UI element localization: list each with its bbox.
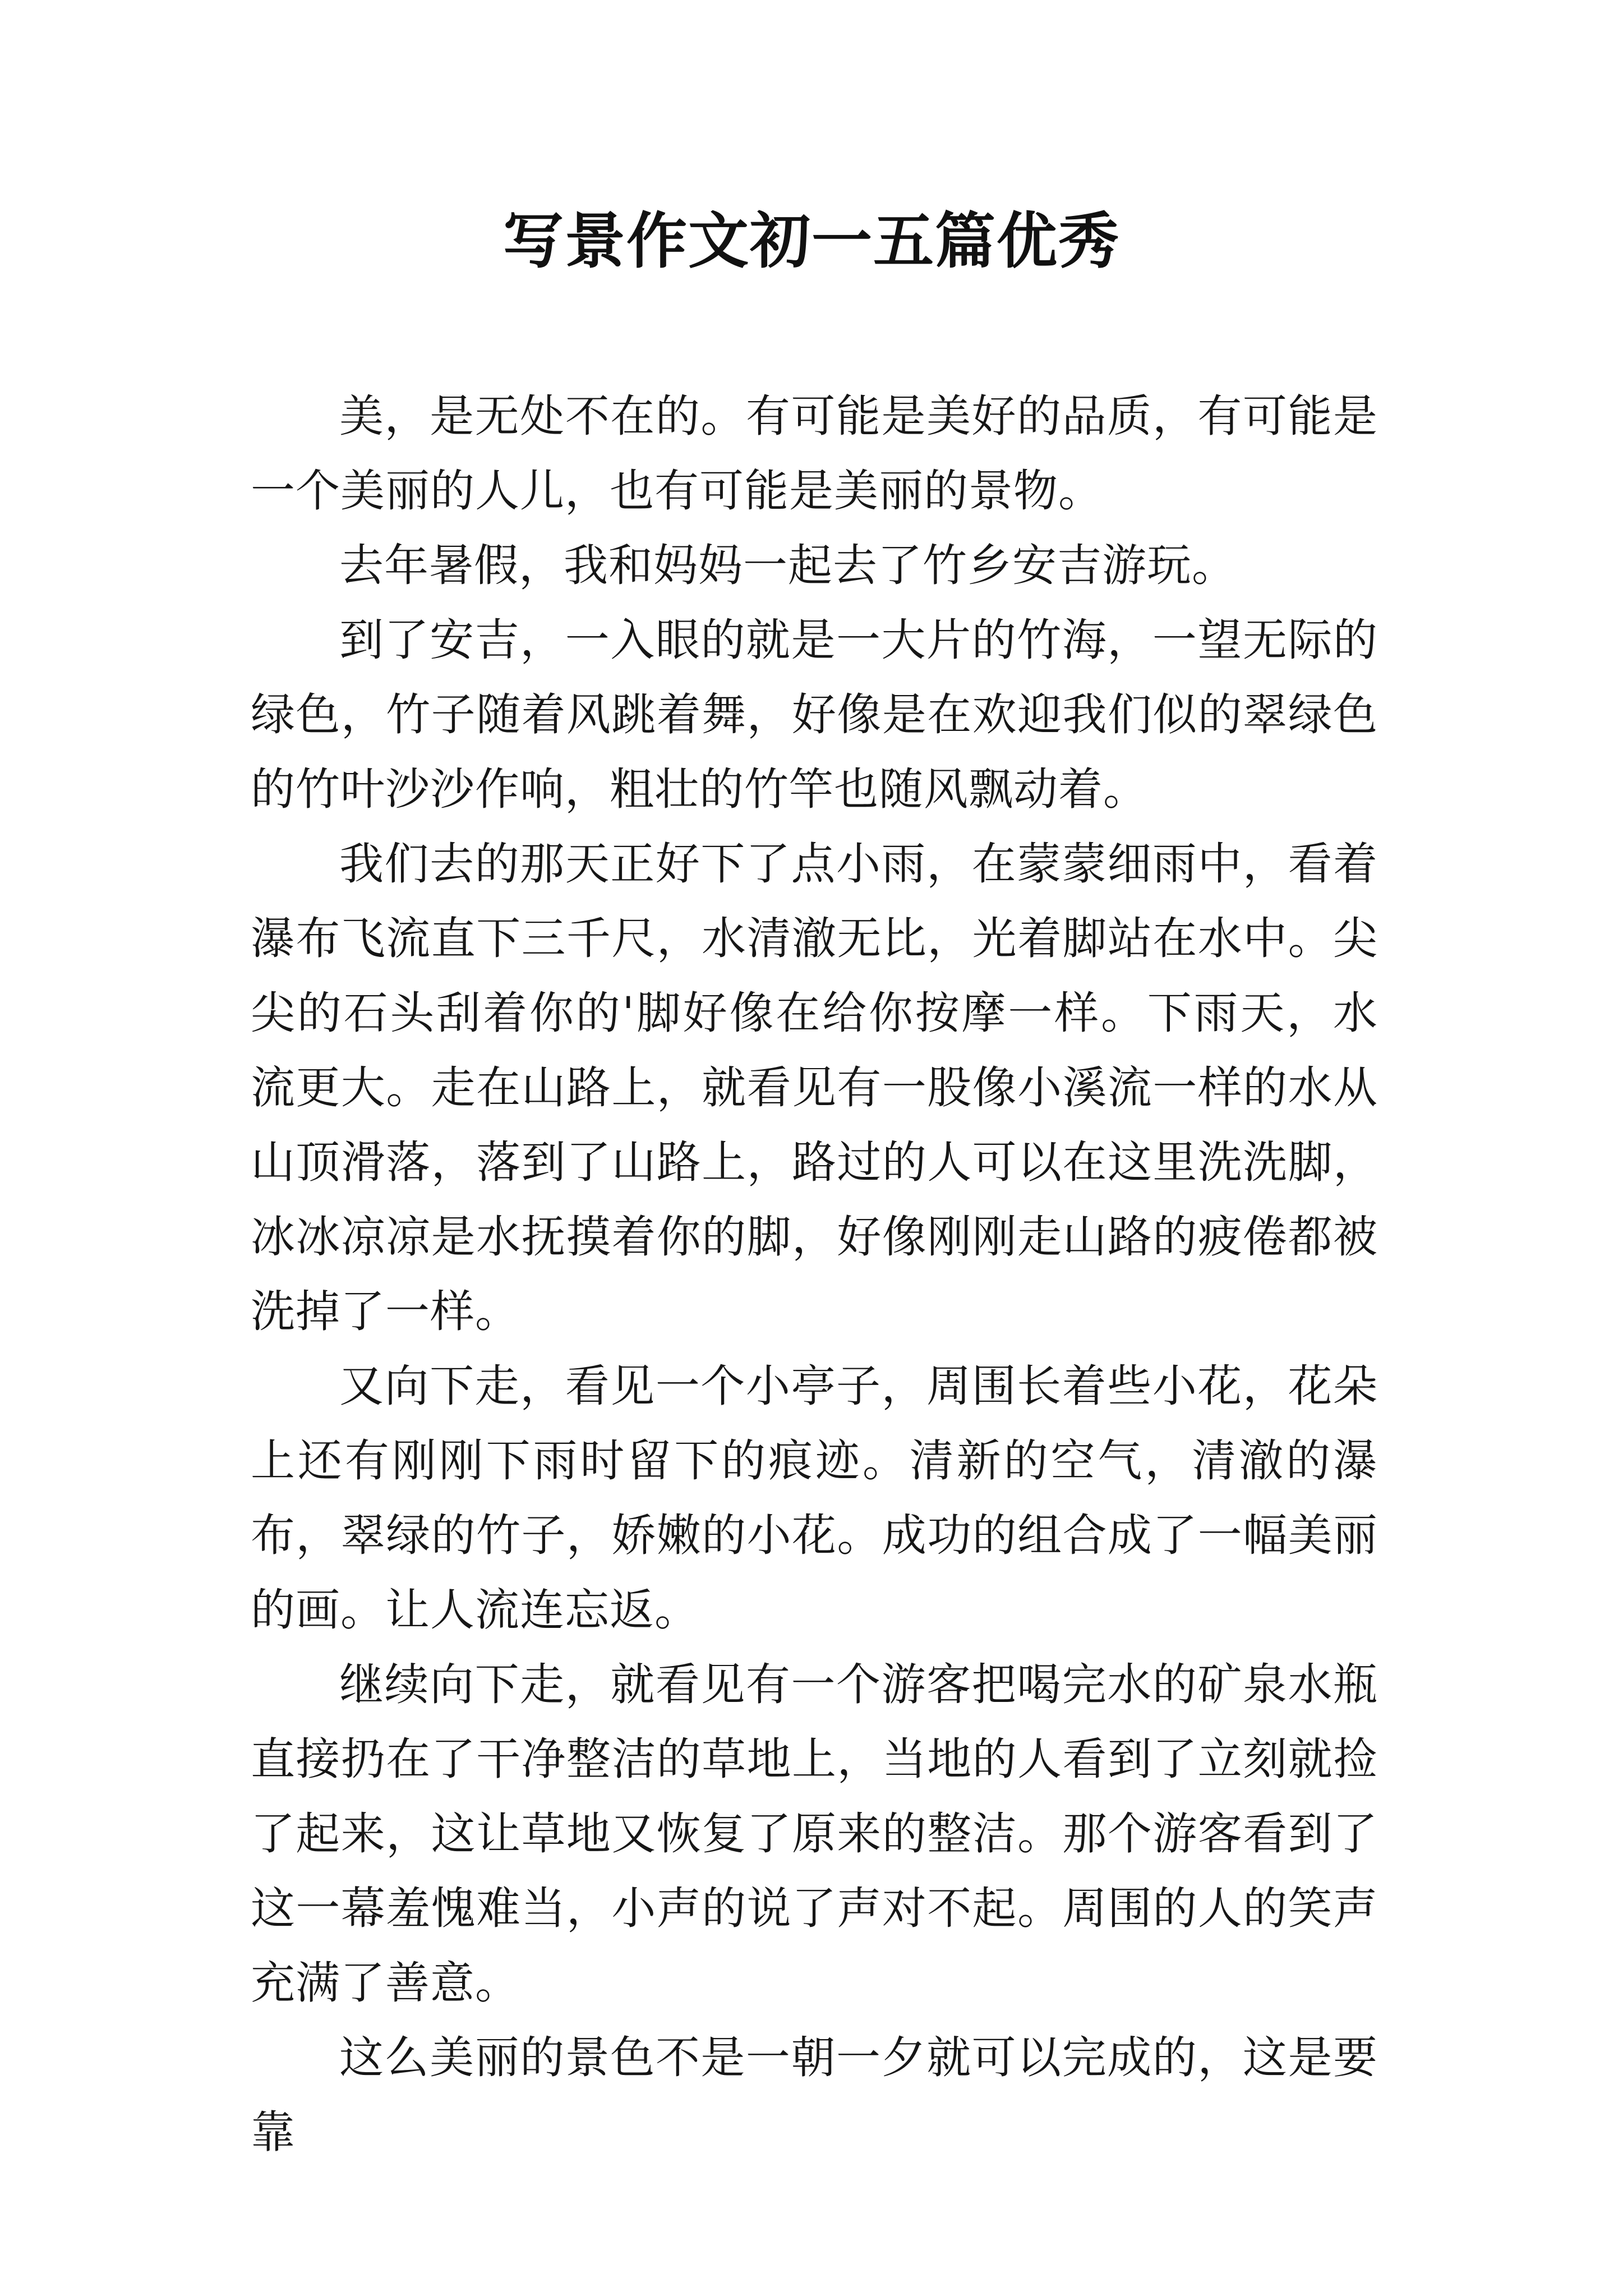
paragraph-4: 我们去的那天正好下了点小雨，在蒙蒙细雨中，看着瀑布飞流直下三千尺，水清澈无比，光着脚站在水中。尖尖的石头刮着你的'脚好像在给你按摩一样。下雨天，水流更大。走在山路上，就看见有一股像小溪流一样的水从山顶滑落，落到了山路上，路过的人可以在这里洗洗脚，冰冰凉凉是水抚摸着你的脚，好像刚刚走山路的疲倦都被洗掉了一样。: [251, 838, 1378, 1337]
document-title: 写景作文初一五篇优秀: [502, 206, 1120, 277]
paragraph-2: 去年暑假，我和妈妈一起去了竹乡安吉游玩。: [339, 540, 1237, 591]
paragraph-1: 美，是无处不在的。有可能是美好的品质，有可能是一个美丽的人儿，也有可能是美丽的景物。: [251, 390, 1378, 517]
document-body: [251, 379, 1378, 2170]
paragraph-3: 到了安吉，一入眼的就是一大片的竹海，一望无际的绿色，竹子随着风跳着舞，好像是在欢迎我们似的翠绿色的竹叶沙沙作响，粗壮的竹竿也随风飘动着。: [251, 614, 1378, 815]
paragraph-5: 又向下走，看见一个小亭子，周围长着些小花，花朵上还有刚刚下雨时留下的痕迹。清新的空气，清澈的瀑布，翠绿的竹子，娇嫩的小花。成功的组合成了一幅美丽的画。让人流连忘返。: [251, 1360, 1378, 1636]
paragraph-6: 继续向下走，就看见有一个游客把喝完水的矿泉水瓶直接扔在了干净整洁的草地上，当地的人看到了立刻就捡了起来，这让草地又恢复了原来的整洁。那个游客看到了这一幕羞愧难当，小声的说了声对不起。周围的人的笑声充满了善意。: [251, 1659, 1378, 2009]
paragraph-7: 这么美丽的景色不是一朝一夕就可以完成的，这是要靠: [251, 2032, 1378, 2158]
